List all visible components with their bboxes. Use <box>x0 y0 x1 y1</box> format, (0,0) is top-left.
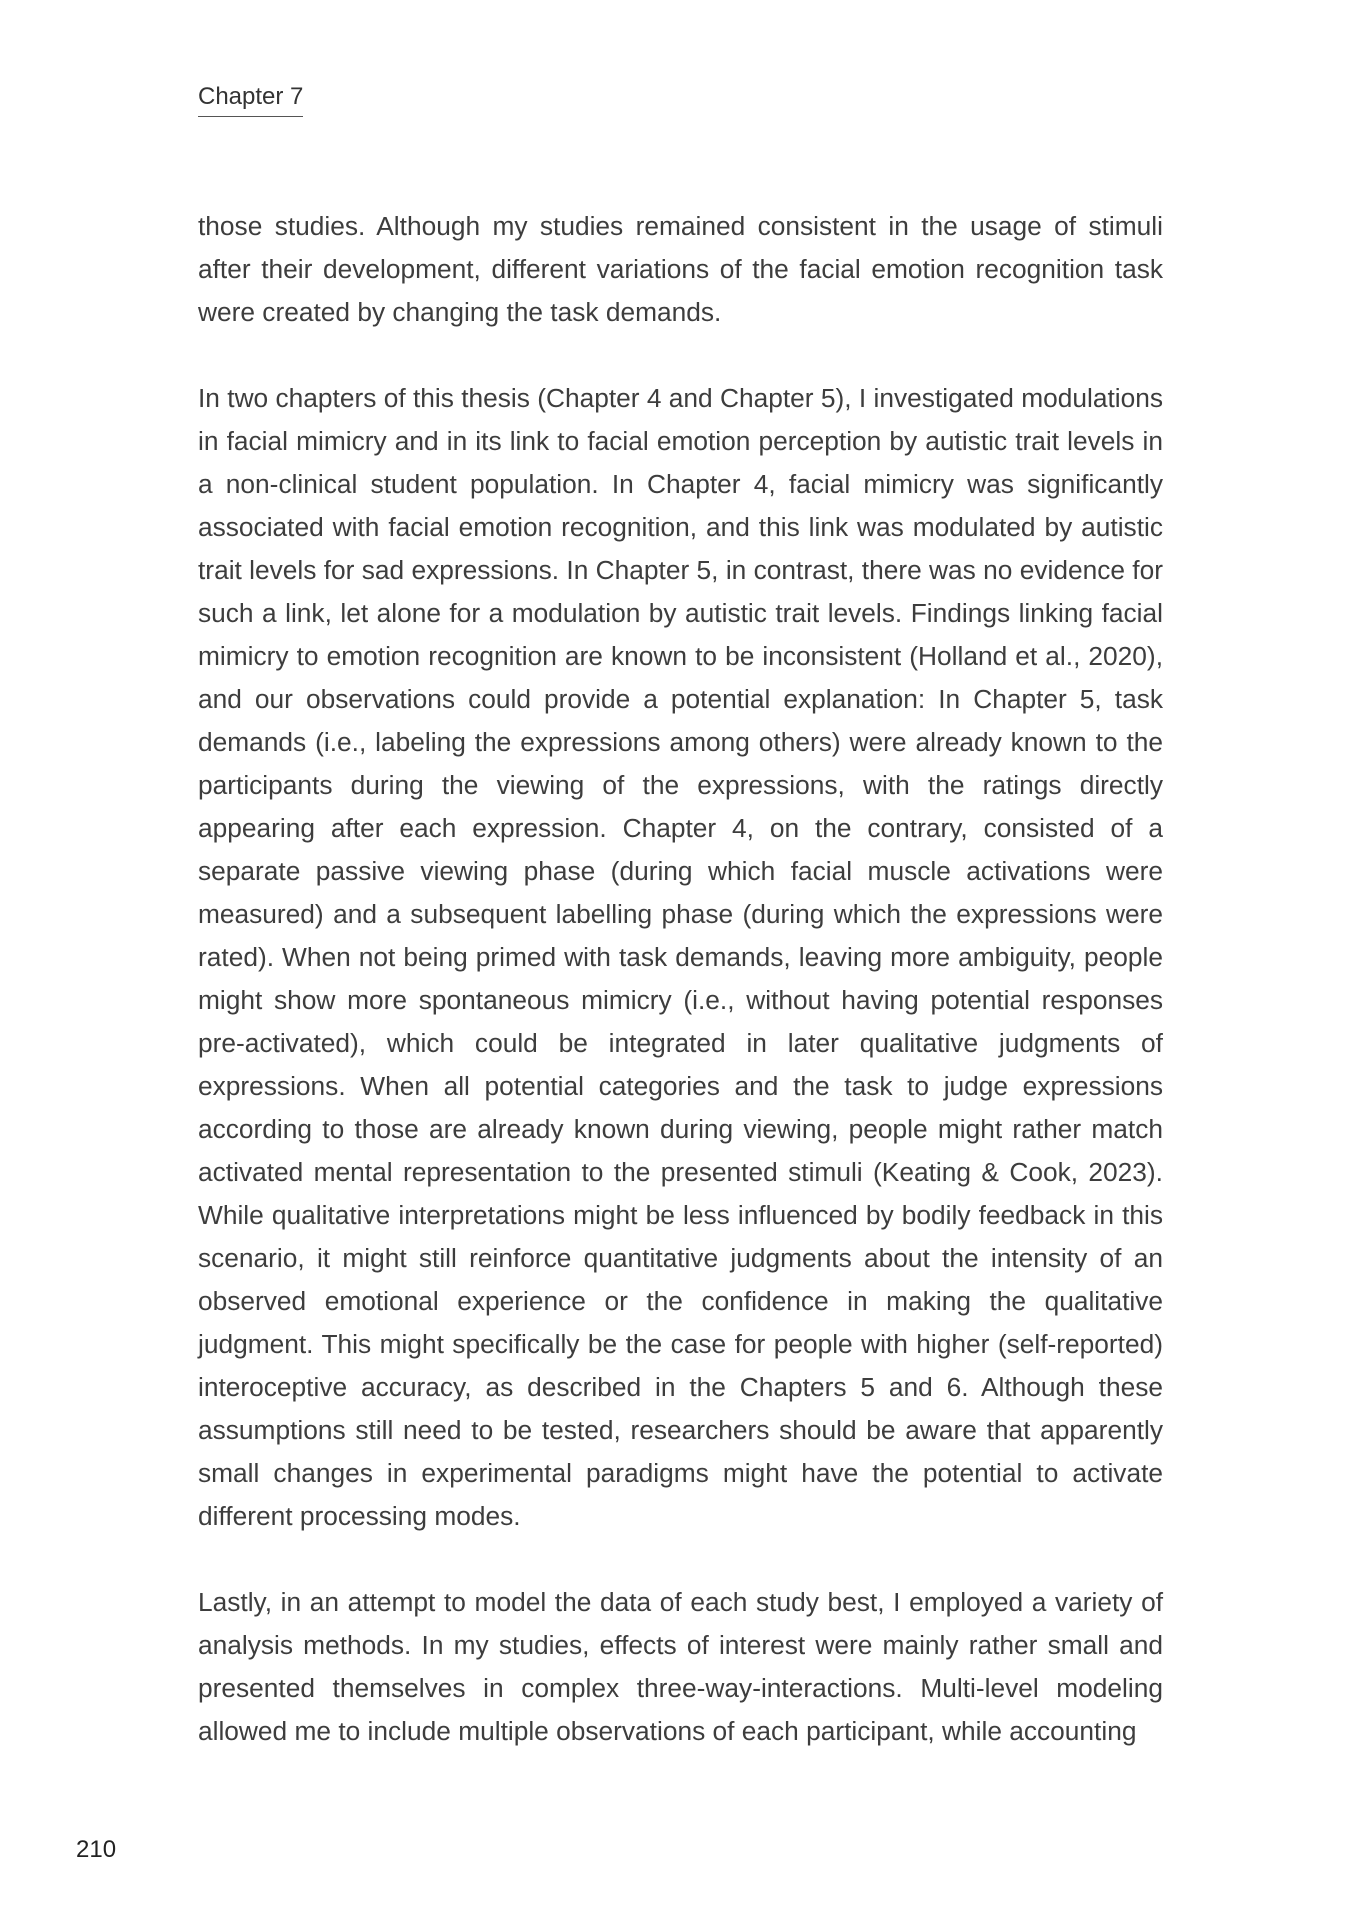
running-header-chapter-title: Chapter 7 <box>198 82 303 117</box>
paragraph-2: In two chapters of this thesis (Chapter 4 and Chapter 5), I investigated modulations in facial mimicry and in its link to facial emotion perception by autistic trait levels in a non-clinical student population. In Chapter 4, facial mimicry was significantly associated with facial emotion recognition, and this link was modulated by autistic trait levels for sad expressions. In Chapter 5, in contrast, there was no evidence for such a link, let alone for a modulation by autistic trait levels. Findings linking facial mimicry to emotion recognition are known to be inconsistent (Holland et al., 2020), and our observations could provide a potential explanation: In Chapter 5, task demands (i.e., labeling the expressions among others) were already known to the participants during the viewing of the expressions, with the ratings directly appearing after each expression. Chapter 4, on the contrary, consisted of a separate passive viewing phase (during which facial muscle activations were measured) and a subsequent labelling phase (during which the expressions were rated). When not being primed with task demands, leaving more ambiguity, people might show more spontaneous mimicry (i.e., without having potential responses pre-activated), which could be integrated in later qualitative judgments of expressions. When all potential categories and the task to judge expressions according to those are already known during viewing, people might rather match activated mental representation to the presented stimuli (Keating & Cook, 2023). While qualitative interpretations might be less influenced by bodily feedback in this scenario, it might still reinforce quantitative judgments about the intensity of an observed emotional experience or the confidence in making the qualitative judgment. This might specifically be the case for people with higher (self-reported) interoceptive accuracy, as described in the Chapters 5 and 6. Although these assumptions still need to be tested, researchers should be aware that apparently small changes in experimental paradigms might have the potential to activate different processing modes. <box>198 383 1163 1531</box>
body-text <box>198 205 1163 1796</box>
paragraph-3: Lastly, in an attempt to model the data of each study best, I employed a variety of analysis methods. In my studies, effects of interest were mainly rather small and presented themselves in complex three-way-interactions. Multi-level modeling allowed me to include multiple observations of each participant, while accounting <box>198 1587 1163 1746</box>
page-number: 210 <box>76 1836 117 1863</box>
paragraph-1: those studies. Although my studies remained consistent in the usage of stimuli after their development, different variations of the facial emotion recognition task were created by changing the task demands. <box>198 211 1163 327</box>
